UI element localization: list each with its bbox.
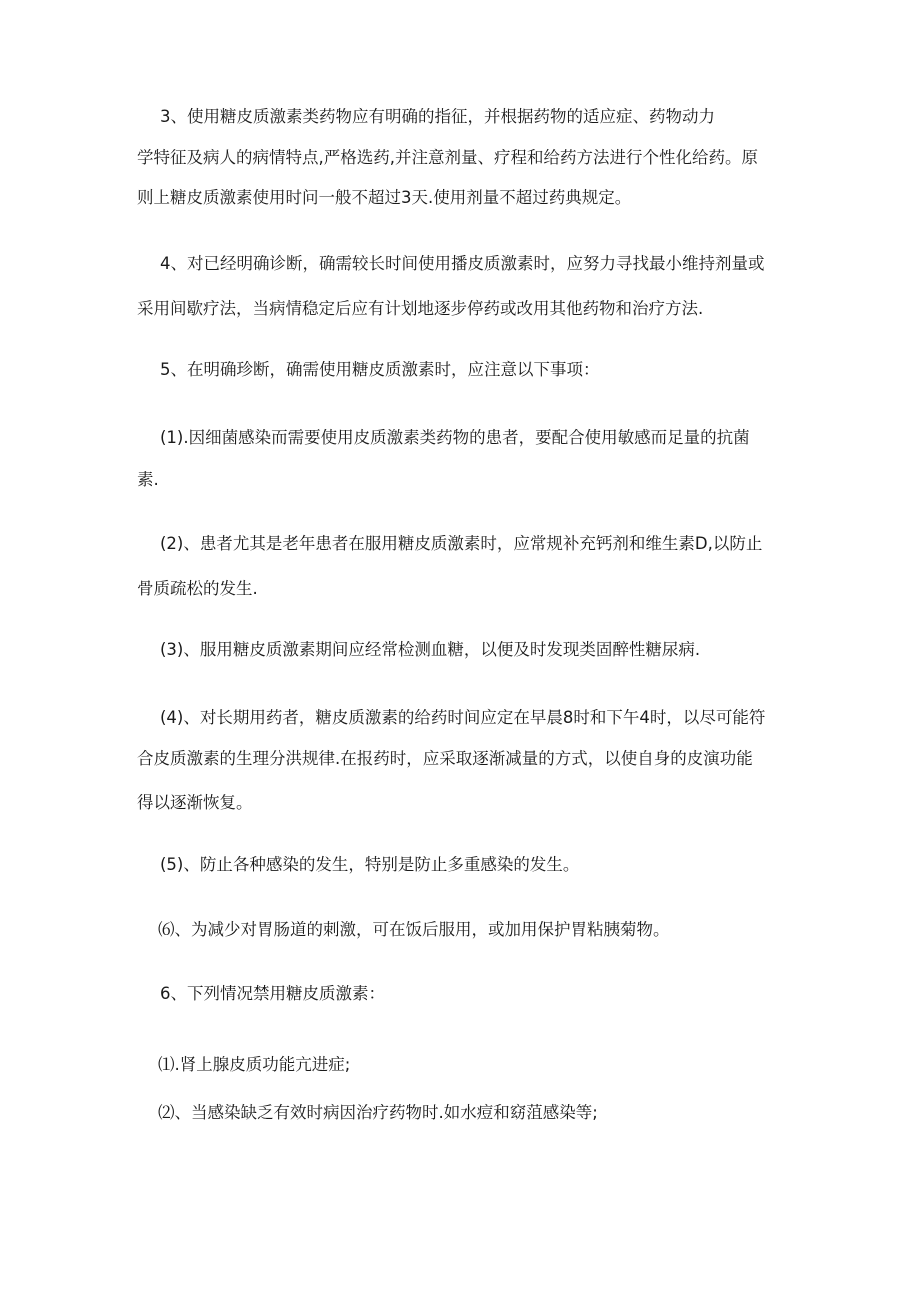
para-4-line-2: 采用间歇疗法，当病情稳定后应有计划地逐步停药或改用其他药物和治疗方法.: [137, 299, 704, 318]
para-3-line-3: 则上糖皮质激素使用时问一般不超过3天.使用剂量不超过药典规定。: [137, 188, 632, 207]
para-5-line-1: 5、在明确珍断，确需使用糖皮质激素时，应注意以下事项：: [160, 360, 600, 379]
item-5-4-line-1: (4)、对长期用药者，糖皮质激素的给药时间应定在早晨8时和下午4时，以尽可能符: [160, 708, 766, 727]
para-4-line-1: 4、对已经明确诊断，确需较长时间使用播皮质激素时，应努力寻找最小维持剂量或: [160, 254, 765, 273]
item-5-4-line-2: 合皮质激素的生理分洪规律.在报药时，应采取逐渐减量的方式，以使自身的皮演功能: [137, 749, 753, 768]
item-5-6-line-1: ⑹、为减少对胃肠道的刺激，可在饭后服用，或加用保护胃粘胰菊物。: [158, 920, 670, 939]
item-5-3-line-1: (3)、服用糖皮质激素期间应经常检测血糖，以便及时发现类固醉性糖尿病.: [160, 640, 701, 659]
para-3-line-2: 学特征及病人的病情特点,严格选药,并注意剂量、疗程和给药方法进行个性化给药。原: [137, 148, 758, 167]
item-5-4-line-3: 得以逐渐恢复。: [137, 793, 253, 812]
item-5-2-line-1: (2)、患者尤其是老年患者在服用糖皮质激素时，应常规补充钙剂和维生素D,以防止: [160, 534, 763, 553]
item-5-1-line-1: (1).因细菌感染而需要使用皮质激素类药物的患者，要配合使用敏感而足量的抗菌: [160, 428, 750, 447]
para-3-line-1: 3、使用糖皮质激素类药物应有明确的指征，并根据药物的适应症、药物动力: [160, 107, 715, 126]
item-6-1-line-1: ⑴.肾上腺皮质功能亢进症;: [158, 1055, 351, 1074]
item-5-1-line-2: 素.: [137, 470, 159, 489]
item-5-2-line-2: 骨质疏松的发生.: [137, 579, 258, 598]
para-6-line-1: 6、下列情况禁用糖皮质激素：: [160, 984, 385, 1003]
item-5-5-line-1: (5)、防止各种感染的发生，特别是防止多重感染的发生。: [160, 855, 580, 874]
item-6-2-line-1: ⑵、当感染缺乏有效时病因治疗药物时.如水痘和窈菹感染等;: [158, 1103, 598, 1122]
